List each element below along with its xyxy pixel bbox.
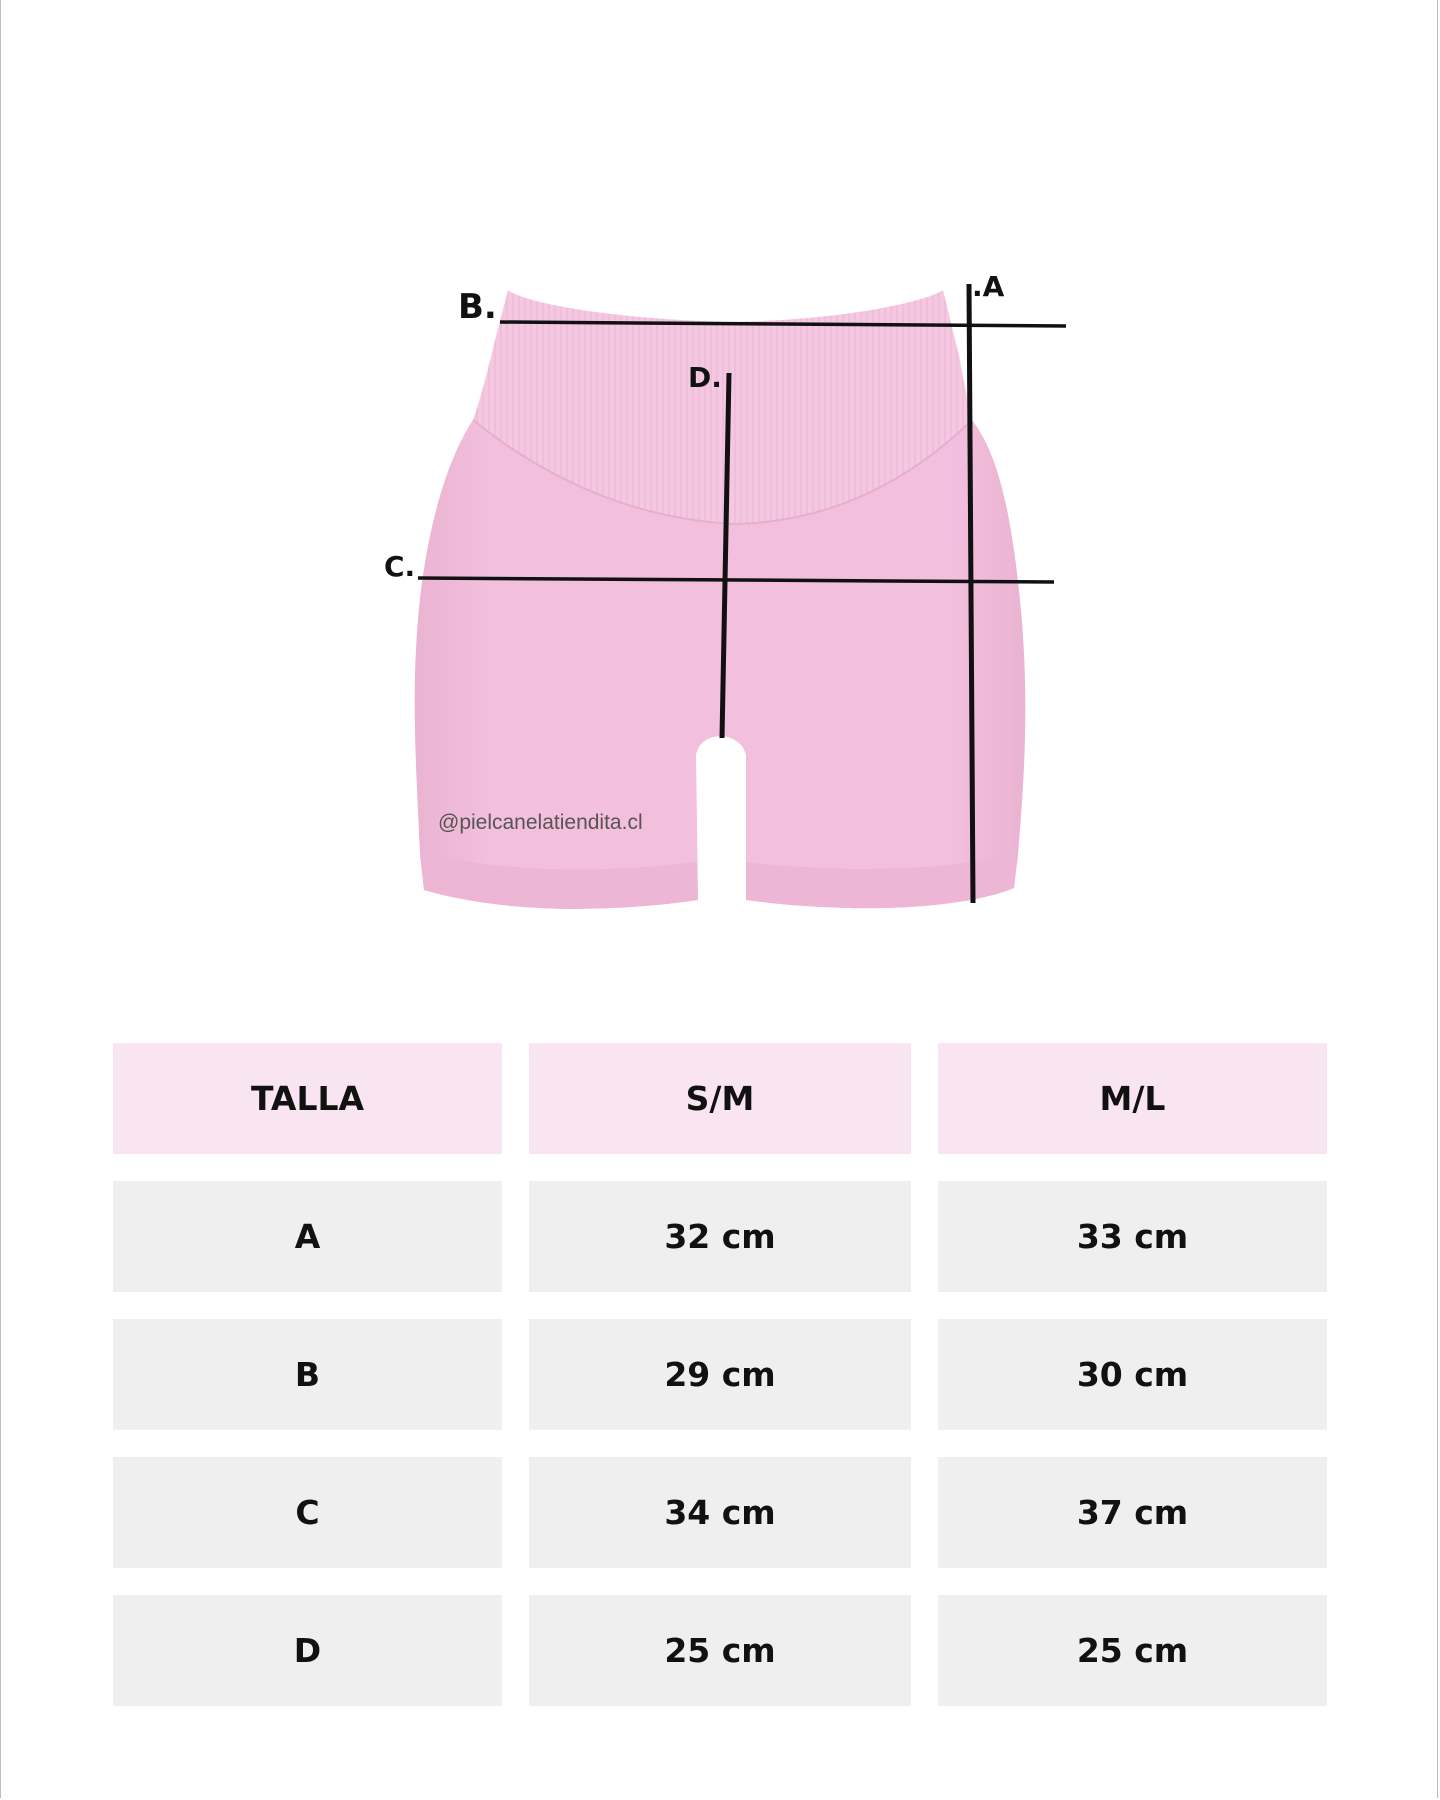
row-a-m-l: 33 cm [938, 1181, 1327, 1292]
row-c-m-l: 37 cm [938, 1457, 1327, 1568]
header-s-m: S/M [529, 1043, 911, 1154]
header-talla: TALLA [113, 1043, 502, 1154]
row-d-m-l: 25 cm [938, 1595, 1327, 1706]
label-b: B. [458, 287, 497, 327]
size-table [113, 1043, 1327, 1706]
row-d-label: D [113, 1595, 502, 1706]
label-a: .A [972, 270, 1005, 303]
row-a-label: A [113, 1181, 502, 1292]
row-a-s-m: 32 cm [529, 1181, 911, 1292]
header-m-l: M/L [938, 1043, 1327, 1154]
watermark-handle: @pielcanelatiendita.cl [438, 811, 643, 834]
label-c: C. [384, 550, 416, 583]
row-b-s-m: 29 cm [529, 1319, 911, 1430]
row-b-label: B [113, 1319, 502, 1430]
row-b-m-l: 30 cm [938, 1319, 1327, 1430]
label-d: D. [688, 361, 722, 394]
row-d-s-m: 25 cm [529, 1595, 911, 1706]
row-c-label: C [113, 1457, 502, 1568]
row-c-s-m: 34 cm [529, 1457, 911, 1568]
